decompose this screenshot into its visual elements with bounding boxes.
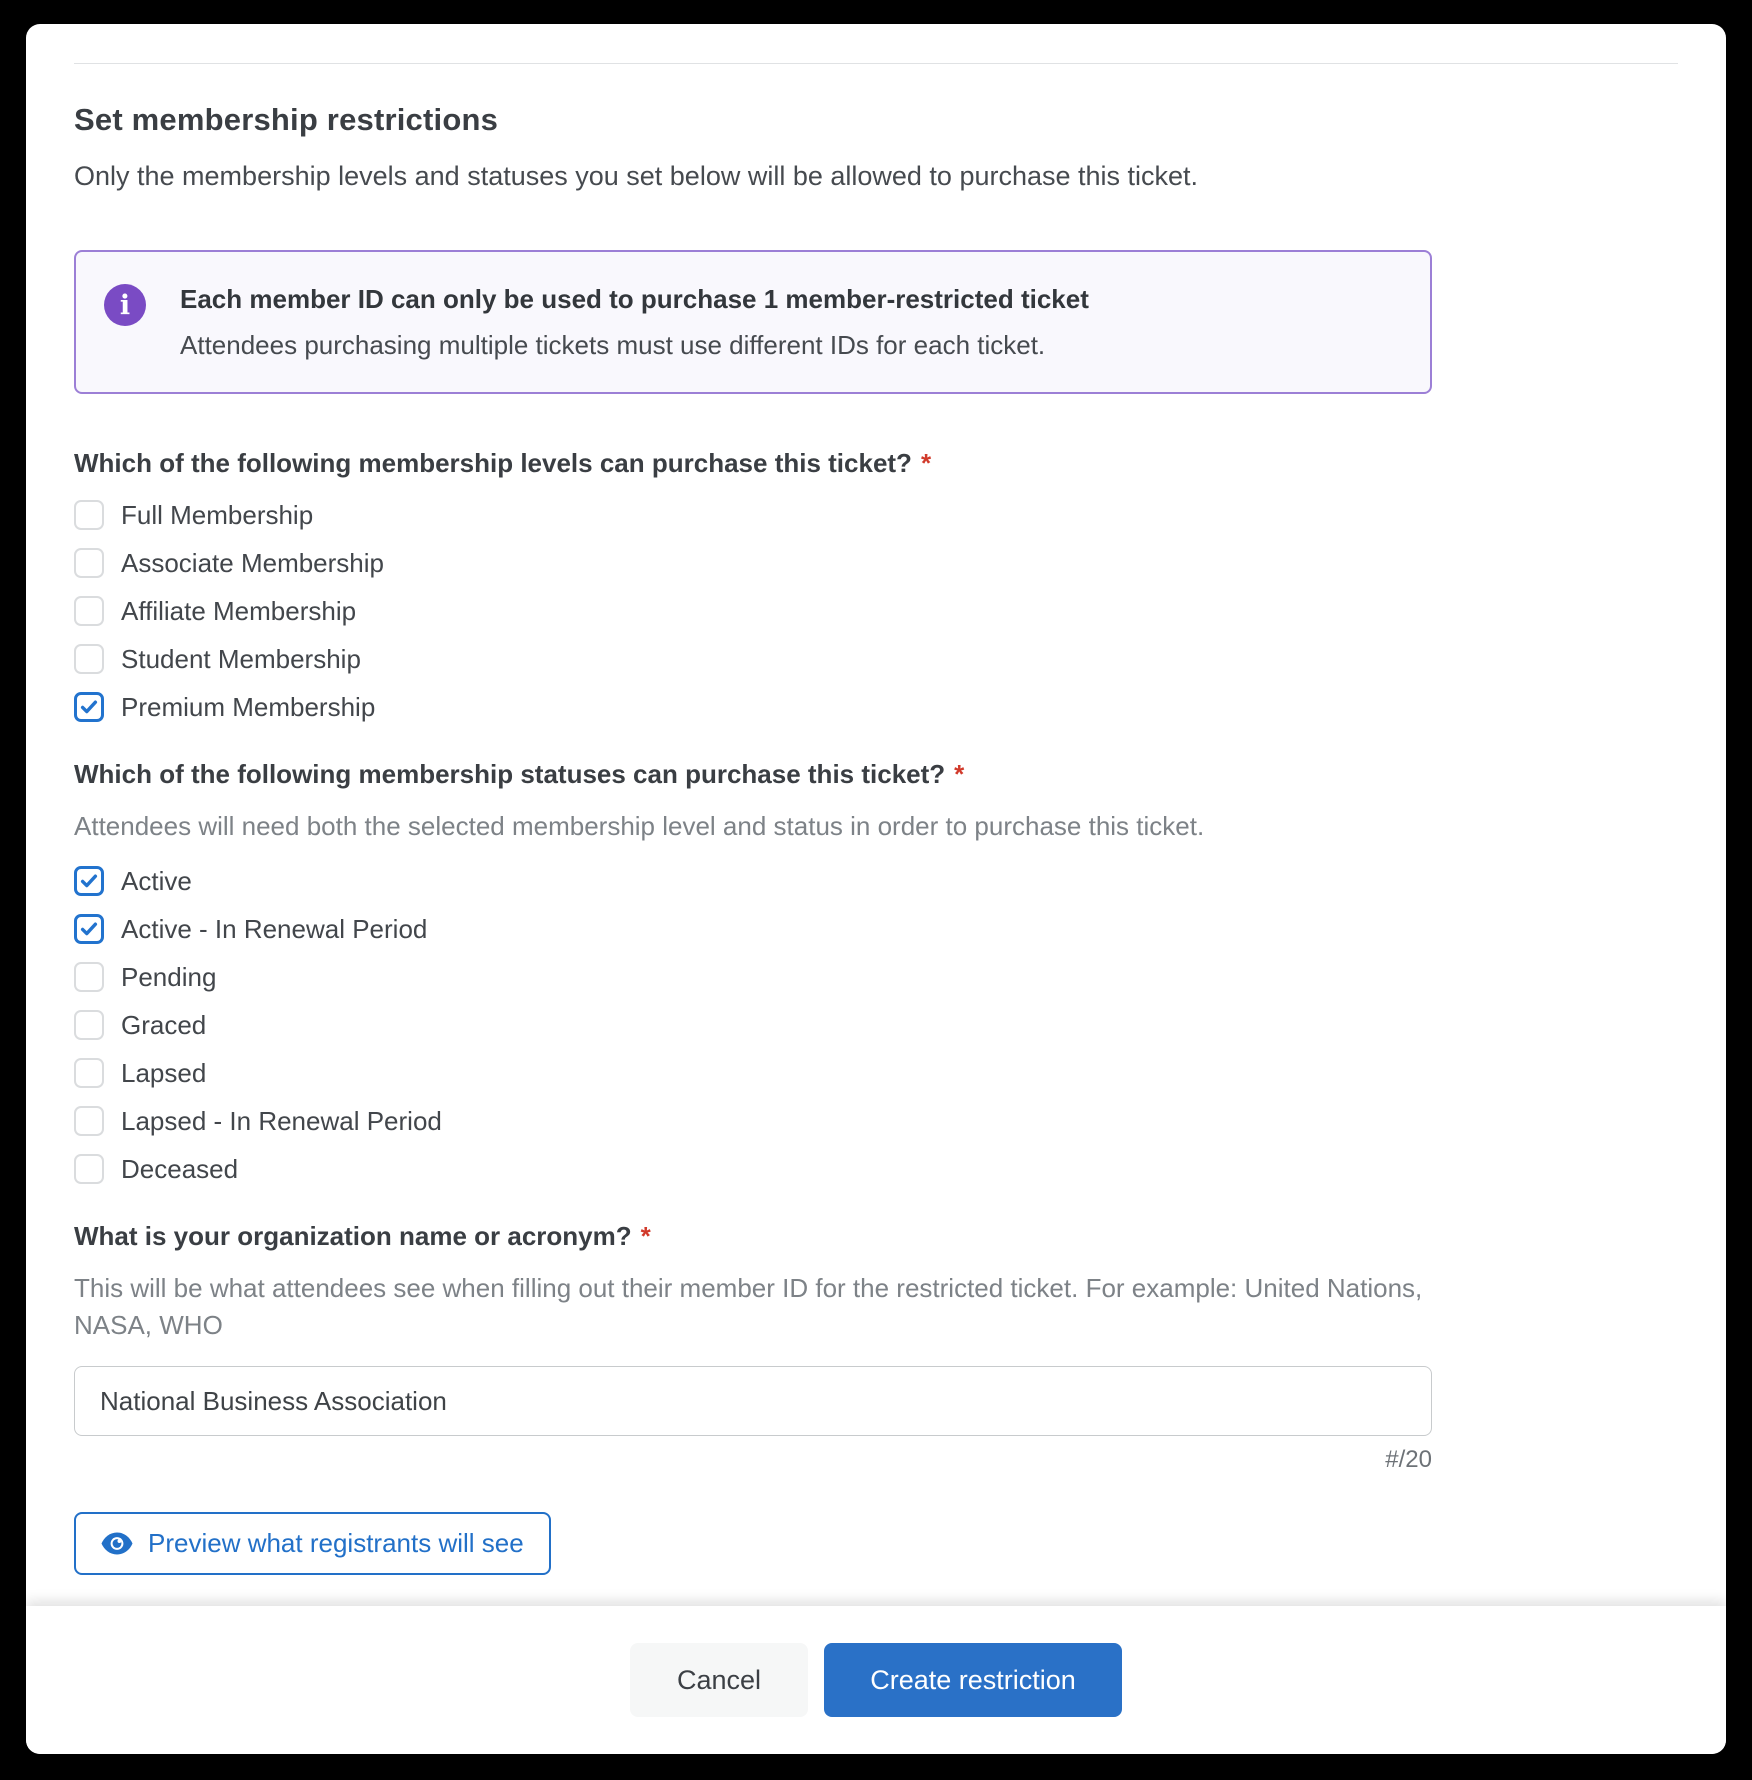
character-counter: #/20 — [1385, 1446, 1432, 1473]
membership-restrictions-dialog — [26, 24, 1726, 1754]
checkbox-unchecked[interactable] — [74, 1154, 104, 1184]
checkbox-unchecked[interactable] — [74, 548, 104, 578]
checkbox-label: Active — [121, 865, 192, 896]
checkbox-option-row[interactable] — [74, 1049, 1432, 1097]
dialog-footer — [26, 1606, 1726, 1754]
checkbox-unchecked[interactable] — [74, 596, 104, 626]
info-banner-heading: Each member ID can only be used to purchase 1 member-restricted ticket — [180, 284, 1089, 314]
checkbox-label: Graced — [121, 1009, 207, 1040]
dialog-content — [26, 64, 1726, 1606]
checkbox-label: Premium Membership — [121, 691, 376, 722]
checkbox-checked[interactable] — [74, 914, 104, 944]
checkbox-option-row[interactable] — [74, 491, 1432, 539]
checkbox-unchecked[interactable] — [74, 1106, 104, 1136]
info-banner-body: Attendees purchasing multiple tickets must use different IDs for each ticket. — [180, 330, 1046, 360]
organization-name-question-text: What is your organization name or acronym? — [74, 1221, 632, 1251]
page-subtitle: Only the membership levels and statuses you set below will be allowed to purchase this ticket. — [74, 161, 1199, 191]
membership-levels-checklist — [74, 491, 1432, 731]
membership-statuses-checklist — [74, 857, 1432, 1193]
checkbox-option-row[interactable] — [74, 539, 1432, 587]
page-title: Set membership restrictions — [74, 102, 499, 137]
checkbox-option-row[interactable] — [74, 953, 1432, 1001]
checkbox-label: Full Membership — [121, 499, 314, 530]
preview-button[interactable] — [74, 1512, 551, 1575]
checkbox-option-row[interactable] — [74, 683, 1432, 731]
checkbox-label: Lapsed — [121, 1057, 207, 1088]
organization-name-help-text: This will be what attendees see when filling out their member ID for the restricted ticket. For example: United Nations, NASA, WHO — [74, 1273, 1423, 1340]
checkbox-checked[interactable] — [74, 692, 104, 722]
checkbox-unchecked[interactable] — [74, 500, 104, 530]
checkbox-unchecked[interactable] — [74, 962, 104, 992]
checkmark-icon — [77, 868, 101, 894]
organization-name-question — [74, 1221, 1432, 1252]
preview-button-label: Preview what registrants will see — [148, 1528, 524, 1558]
checkmark-icon — [77, 916, 101, 942]
membership-statuses-question-text: Which of the following membership statuses can purchase this ticket? — [74, 759, 946, 789]
checkbox-unchecked[interactable] — [74, 1010, 104, 1040]
checkbox-unchecked[interactable] — [74, 1058, 104, 1088]
create-restriction-button[interactable]: Create restriction — [824, 1643, 1122, 1717]
checkmark-icon — [77, 694, 101, 720]
checkbox-label: Affiliate Membership — [121, 595, 357, 626]
checkbox-label: Deceased — [121, 1153, 239, 1184]
checkbox-label: Associate Membership — [121, 547, 384, 578]
eye-icon — [101, 1532, 133, 1555]
membership-statuses-question — [74, 759, 1432, 790]
checkbox-checked[interactable] — [74, 866, 104, 896]
checkbox-label: Pending — [121, 961, 217, 992]
membership-levels-question — [74, 448, 1432, 479]
required-asterisk: * — [920, 448, 932, 478]
info-banner — [74, 250, 1432, 394]
checkbox-unchecked[interactable] — [74, 644, 104, 674]
info-banner-texts — [180, 282, 1089, 362]
checkbox-label: Lapsed - In Renewal Period — [121, 1105, 442, 1136]
required-asterisk: * — [954, 759, 965, 789]
checkbox-option-row[interactable] — [74, 857, 1432, 905]
checkbox-option-row[interactable] — [74, 1145, 1432, 1193]
organization-name-input[interactable] — [74, 1366, 1432, 1436]
checkbox-option-row[interactable] — [74, 905, 1432, 953]
membership-statuses-help-text: Attendees will need both the selected membership level and status in order to purchase this ticket. — [74, 811, 1205, 841]
checkbox-option-row[interactable] — [74, 635, 1432, 683]
cancel-button[interactable]: Cancel — [630, 1643, 808, 1717]
checkbox-label: Active - In Renewal Period — [121, 913, 428, 944]
info-icon: i — [104, 284, 146, 326]
membership-levels-question-text: Which of the following membership levels can purchase this ticket? — [74, 448, 912, 478]
checkbox-option-row[interactable] — [74, 1001, 1432, 1049]
checkbox-label: Student Membership — [121, 643, 361, 674]
required-asterisk: * — [640, 1221, 651, 1251]
checkbox-option-row[interactable] — [74, 1097, 1432, 1145]
checkbox-option-row[interactable] — [74, 587, 1432, 635]
